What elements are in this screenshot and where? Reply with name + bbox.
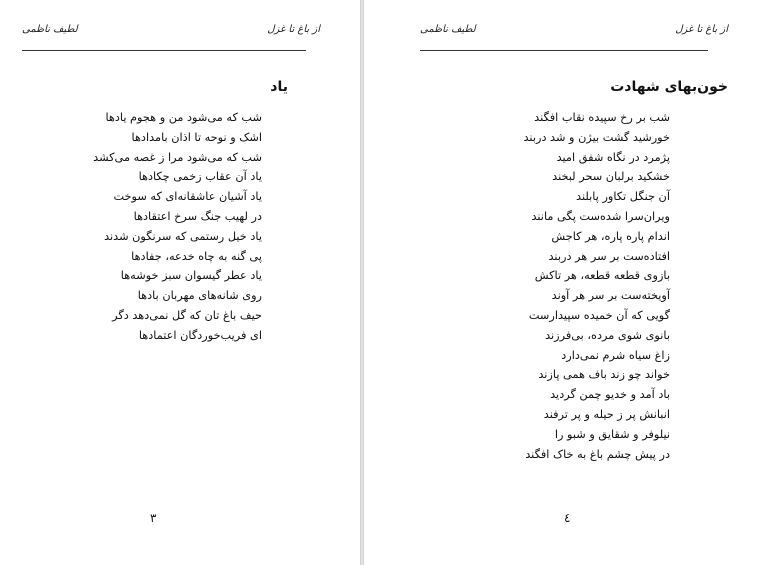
header-author: لطیف ناظمی (22, 24, 78, 35)
header-book-title: از باغ تا غزل (675, 24, 728, 35)
poem-line: نیلوفر و شقایق و شبو را (554, 427, 670, 441)
right-page (364, 0, 768, 565)
page-number: ٣ (150, 511, 157, 525)
poem-line: گویی که آن خمیده سپیدارست (528, 308, 670, 322)
poem-line: باد آمد و خدیو چمن گردید (550, 388, 670, 402)
poem-line: یاد عطر گیسوان سبز خوشه‌ها (120, 269, 262, 283)
poem-title: خون‌بهای شهادت (610, 79, 728, 95)
poem-lines (93, 108, 262, 346)
poem-line: شب که می‌شود من و هجوم یادها (105, 111, 262, 124)
poem-line: شب بر رخ سپیده نقاب افگند (534, 111, 670, 124)
poem-line: خواند چو زند باف همی پازند (538, 368, 670, 382)
poem-line: انبانش پر ز حیله و پر ترفند (543, 407, 670, 421)
poem-line: یاد خیل رستمی که سرنگون شدند (104, 229, 262, 243)
poem-line: در پیش چشم باغ به خاک افگند (525, 447, 670, 461)
header-book-title: از باغ تا غزل (267, 24, 320, 35)
poem-line: ویران‌سرا شده‌ست پگی مانند (531, 209, 670, 223)
poem-line: ای فریب‌خوردگان اعتمادها (138, 328, 262, 342)
poem-line: بازوی قطعه قطعه، هر تاکش (534, 269, 670, 283)
poem-line: حیف باغ تان که گل نمی‌دهد دگر (112, 308, 262, 322)
poem-line: بانوی شوی مرده، بی‌فرزند (545, 328, 670, 342)
poem-line: در لهیب جنگ سرخ اعتقادها (133, 209, 262, 223)
poem-title: یاد (270, 79, 288, 95)
header-rule (22, 50, 306, 51)
poem-line: آویخته‌ست بر سر هر آوند (551, 289, 670, 303)
poem-line: اندام پاره پاره، هر کاجش (551, 229, 670, 243)
poem-line: زاغ سیاه شرم نمی‌دارد (561, 348, 670, 362)
poem-line: اشک و نوحه تا اذان بامدادها (131, 130, 262, 144)
poem-line: خورشید گشت بیژن و شد دربند (523, 130, 670, 144)
left-page (0, 0, 360, 565)
header-author: لطیف ناظمی (420, 24, 476, 35)
poem-line: افتاده‌ست بر سر هر دربند (548, 249, 670, 263)
poem-line: آن جنگل تکاور پابلند (576, 190, 670, 204)
page-number: ٤ (564, 511, 571, 525)
poem-lines (524, 108, 671, 464)
poem-line: یاد آن عقاب زخمی چکادها (138, 170, 262, 184)
poem-line: یاد آشیان عاشقانه‌ای که سوخت (113, 190, 262, 204)
header-rule (420, 50, 708, 51)
poem-line: خشکید برلبان سحر لبخند (552, 170, 670, 184)
poem-line: پی گنه به چاه خدعه، جفادها (131, 249, 262, 263)
poem-line: روی شانه‌های مهربان بادها (137, 289, 262, 303)
poem-line: پژمرد در نگاه شفق امید (556, 150, 670, 164)
poem-line: شب که می‌شود مرا ز غصه می‌کشد (93, 150, 262, 164)
